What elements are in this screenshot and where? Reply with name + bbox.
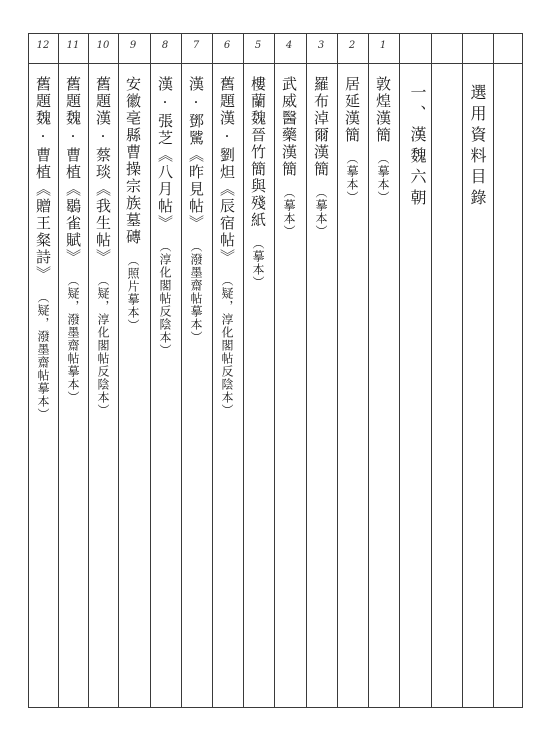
entry-number: 3 (317, 40, 325, 51)
entry-title: 舊題漢·蔡琰《我生帖》 (94, 76, 112, 266)
entry-note: ︵摹本︶ (345, 152, 359, 204)
column-rule (493, 33, 494, 708)
entry-number: 1 (379, 40, 387, 51)
entry-title: 居延漢簡 (343, 76, 361, 144)
entry-title: 舊題魏·曹植《贈王粲詩》 (34, 76, 52, 283)
entry-title: 舊題漢·劉炟《辰宿帖》 (218, 76, 236, 266)
entry-number: 5 (254, 40, 262, 51)
entry-note: ︵摹本︶ (314, 186, 328, 238)
entry-number: 4 (285, 40, 293, 51)
entry-note: ︵疑，潑墨齋帖摹本︶ (66, 274, 80, 404)
entry-title: 敦煌漢簡 (374, 76, 392, 144)
entry-title: 武威醫藥漢簡 (280, 76, 298, 178)
entry-column (28, 76, 58, 696)
entry-number: 12 (36, 40, 50, 51)
entry-title: 羅布淖爾漢簡 (312, 76, 330, 178)
entry-note: ︵疑，淳化閣帖反陰本︶ (220, 274, 234, 417)
entry-column (88, 76, 118, 696)
entry-note: ︵摹本︶ (251, 237, 265, 289)
entry-note: ︵疑，淳化閣帖反陰本︶ (96, 274, 110, 417)
entry-title: 漢·張芝《八月帖》 (156, 76, 174, 232)
entry-number: 7 (192, 40, 200, 51)
entry-note: ︵淳化閣帖反陰本︶ (158, 240, 172, 357)
entry-title: 舊題魏·曹植《鶡雀賦》 (64, 76, 82, 266)
section-heading: 一、漢魏六朝 (408, 84, 427, 210)
entry-column (337, 76, 367, 696)
entry-number: 8 (161, 40, 169, 51)
entry-number: 11 (66, 40, 80, 51)
entry-title: 安徽亳縣曹操宗族墓磚 (124, 76, 142, 246)
entry-column (150, 76, 180, 696)
entry-note: ︵照片摹本︶ (126, 254, 140, 332)
document-title: 選用資料目錄 (468, 84, 487, 210)
entry-note: ︵摹本︶ (282, 186, 296, 238)
entry-title: 樓蘭魏晉竹簡與殘紙 (249, 76, 267, 229)
entry-column (58, 76, 88, 696)
entry-note: ︵潑墨齋帖摹本︶ (189, 240, 203, 344)
entry-note: ︵疑，潑墨齋帖摹本︶ (36, 291, 50, 421)
entry-column (243, 76, 273, 696)
entry-number: 10 (96, 40, 110, 51)
entry-number: 2 (348, 40, 356, 51)
entry-column (118, 76, 148, 696)
entry-column (181, 76, 211, 696)
entry-column (368, 76, 398, 696)
entry-column (274, 76, 304, 696)
entry-note: ︵摹本︶ (376, 152, 390, 204)
entry-title: 漢·鄧騭《昨見帖》 (187, 76, 205, 232)
entry-column (212, 76, 242, 696)
column-rule (399, 33, 400, 708)
entry-number: 6 (223, 40, 231, 51)
entry-number: 9 (129, 40, 137, 51)
header-rule (28, 63, 523, 64)
entry-column (306, 76, 336, 696)
